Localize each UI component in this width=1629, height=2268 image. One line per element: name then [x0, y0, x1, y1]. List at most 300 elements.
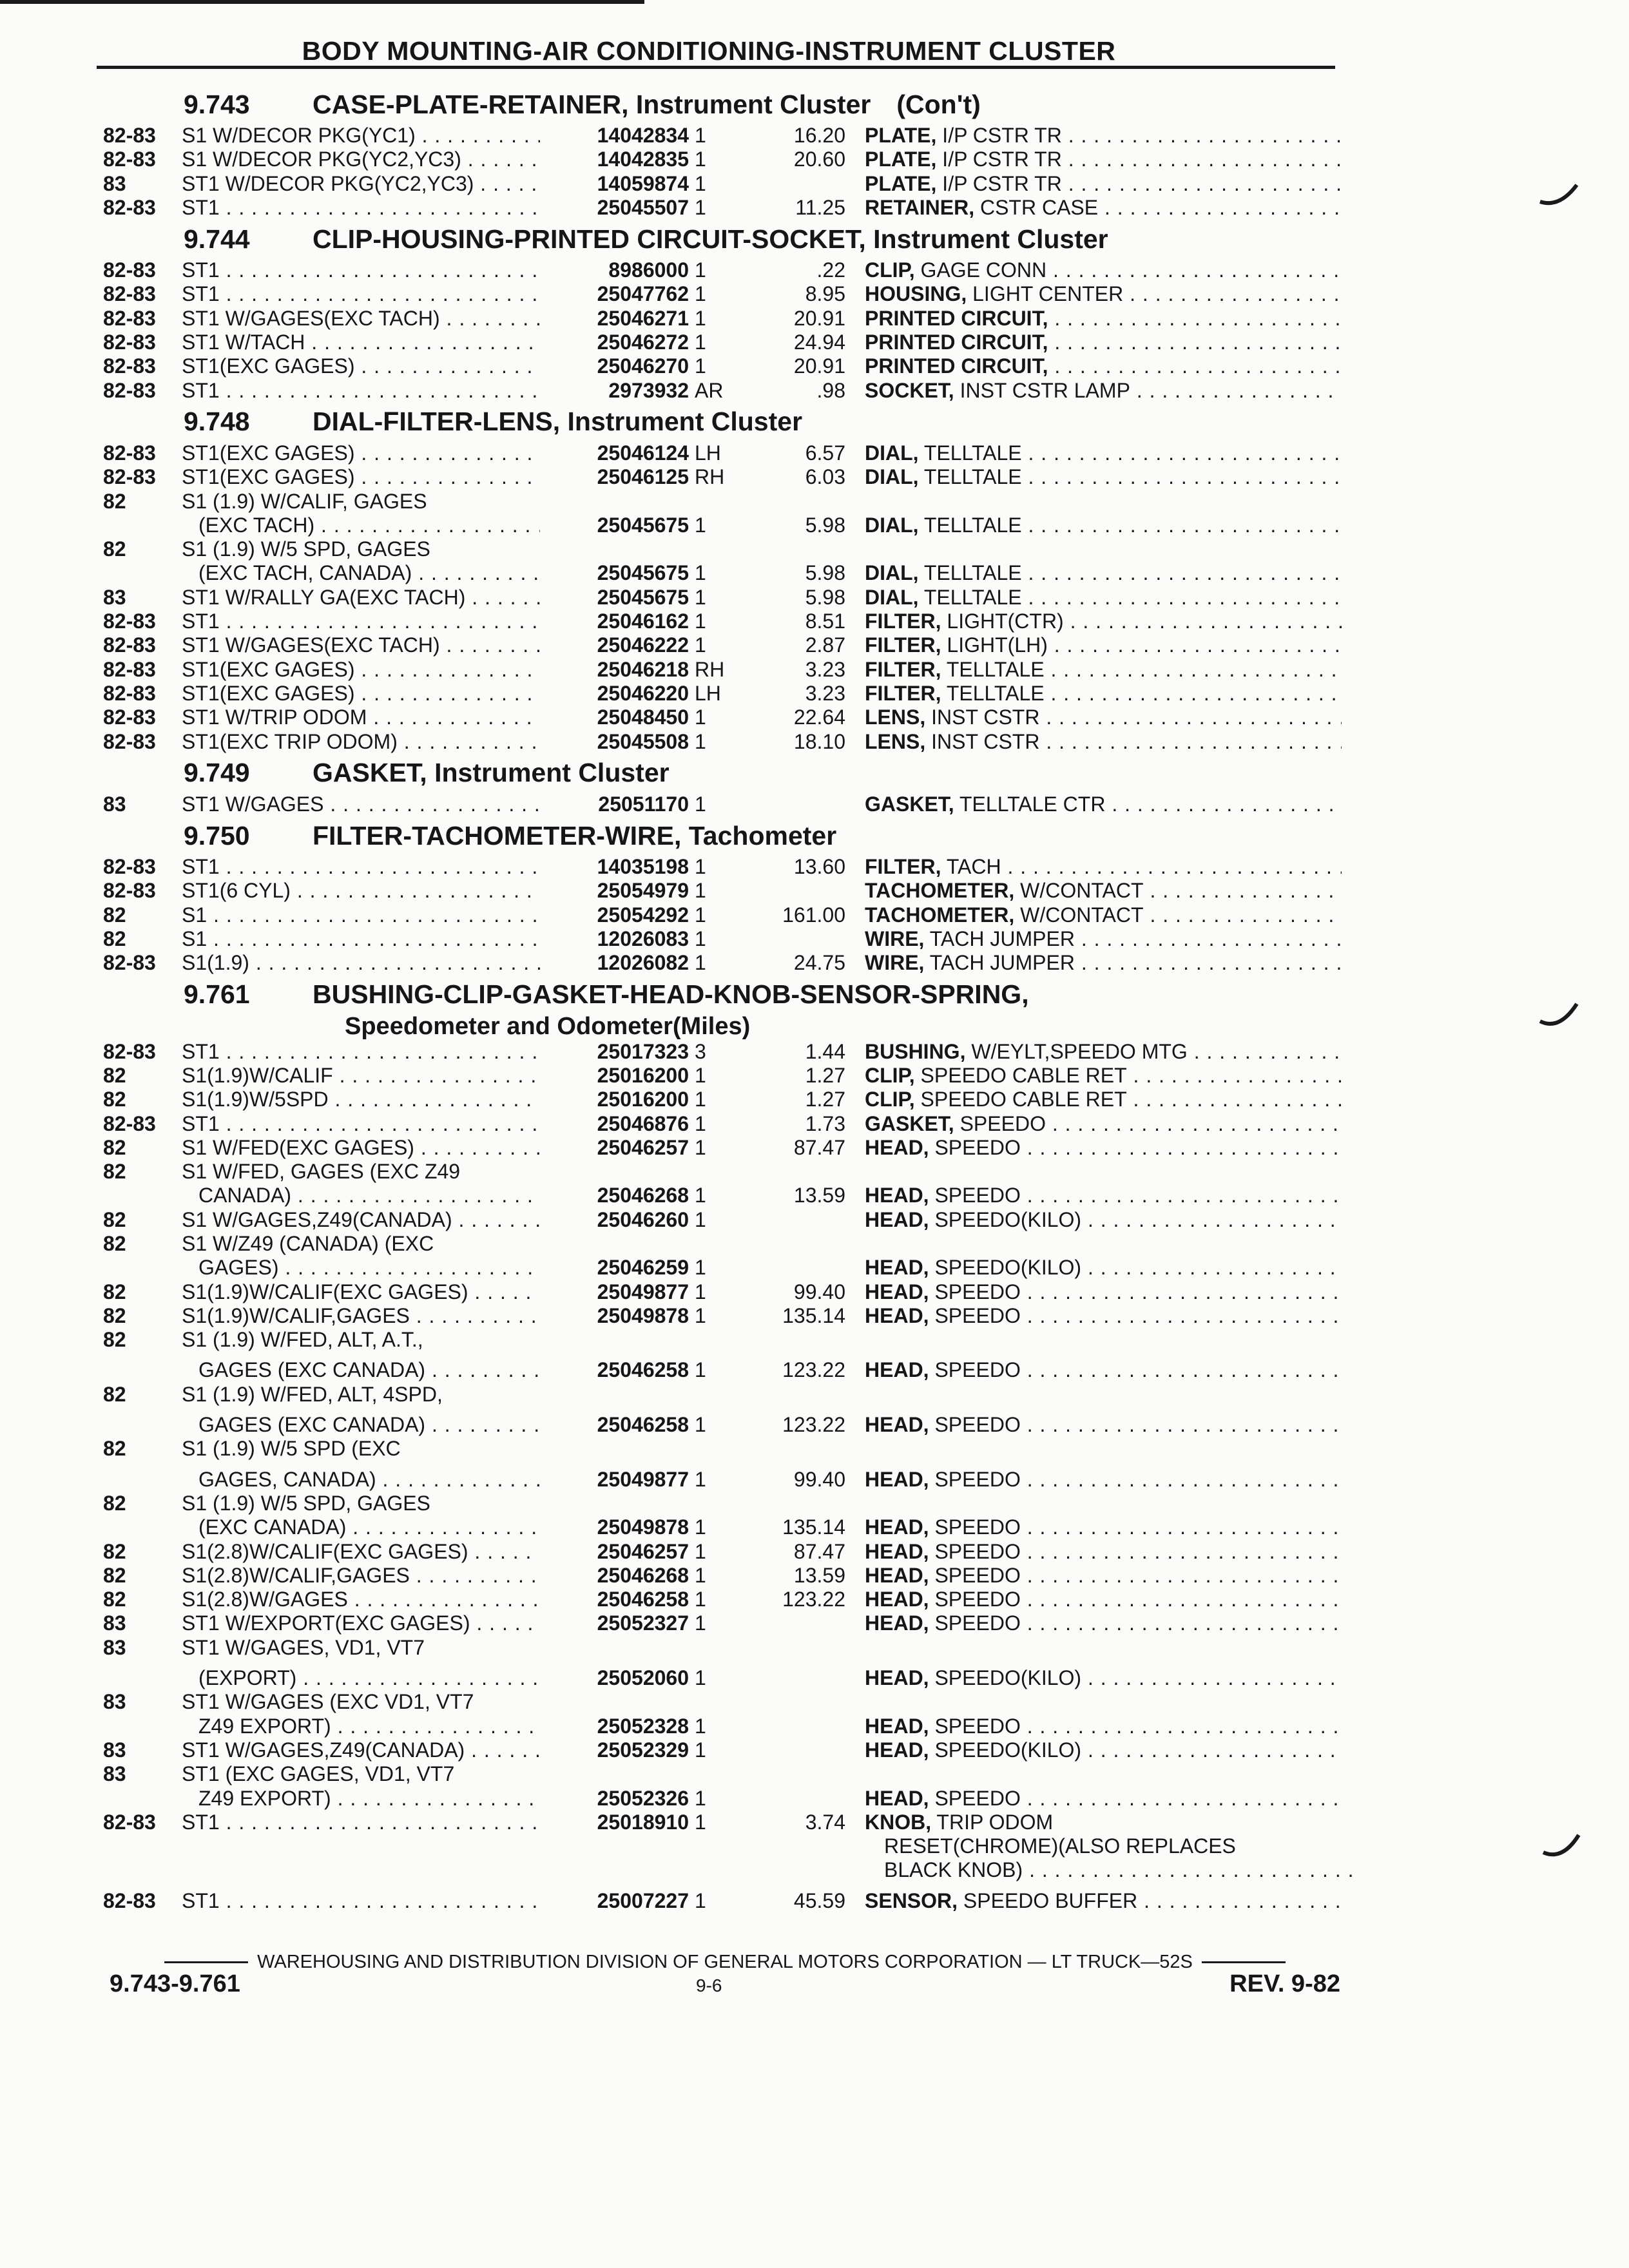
application-description: GAGES) . . . — [198, 1256, 643, 1280]
list-price: 20.91 — [793, 306, 845, 330]
quantity: 1 — [695, 927, 706, 951]
part-name-keyword: DIAL, — [865, 585, 919, 609]
model-year: 82-83 — [103, 195, 156, 219]
part-name — [865, 951, 1342, 975]
part-row — [103, 148, 1340, 171]
part-name-detail: I/P CSTR TR — [936, 171, 1062, 195]
part-name-detail: I/P CSTR TR — [936, 124, 1062, 147]
part-name — [865, 706, 1342, 729]
section-number: 9.750 — [184, 820, 250, 850]
part-name — [865, 1112, 1342, 1136]
quantity: 1 — [695, 855, 706, 879]
part-number: 25046222 — [540, 633, 689, 657]
part-name-detail: SPEEDO(KILO) — [929, 1738, 1082, 1762]
part-row — [103, 586, 1340, 610]
part-name-detail: W/EYLT,SPEEDO MTG — [965, 1039, 1188, 1063]
list-price: 161.00 — [782, 903, 845, 927]
part-row — [103, 1256, 1340, 1280]
margin-check-mark-icon — [1537, 992, 1582, 1037]
part-name — [865, 633, 1342, 657]
quantity: 1 — [695, 513, 706, 537]
model-year: 82-83 — [103, 1888, 156, 1912]
model-year: 82-83 — [103, 681, 156, 705]
part-name — [865, 927, 1342, 951]
part-name-detail: SPEEDO — [929, 1714, 1021, 1738]
section-number: 9.761 — [184, 979, 250, 1010]
list-price: 99.40 — [793, 1280, 845, 1303]
quantity: 1 — [695, 1135, 706, 1159]
section-subtitle: Speedometer and Odometer(Miles) — [345, 1013, 751, 1041]
part-number: 25052326 — [540, 1787, 689, 1811]
model-year: 82 — [103, 1563, 126, 1587]
part-number: 25045675 — [540, 561, 689, 585]
part-name-keyword: HEAD, — [865, 1280, 929, 1303]
list-price: 8.51 — [805, 610, 845, 633]
application-description: ST1 . . . — [182, 1112, 626, 1136]
part-number: 25046257 — [540, 1540, 689, 1564]
part-name-detail: TELLTALE — [918, 561, 1022, 585]
list-price: 16.20 — [793, 124, 845, 147]
application-description: S1(1.9)W/CALIF,GAGES . . . — [182, 1304, 626, 1328]
quantity: 1 — [695, 258, 706, 282]
quantity: 1 — [695, 729, 706, 753]
part-number: 25046876 — [540, 1112, 689, 1136]
part-row — [103, 441, 1340, 465]
part-name-detail: LIGHT CENTER — [967, 282, 1124, 306]
part-name-detail: LIGHT(LH) — [941, 633, 1048, 657]
part-row — [103, 1136, 1340, 1160]
model-year: 82 — [103, 1303, 126, 1327]
part-row — [103, 1858, 1340, 1882]
part-row — [103, 1690, 1340, 1714]
part-name-keyword: PRINTED CIRCUIT, — [865, 331, 1048, 354]
application-description: ST1(6 CYL) . . . — [182, 879, 626, 903]
application-description: GAGES (EXC CANADA) . . . — [198, 1358, 643, 1382]
part-row — [103, 793, 1340, 816]
part-number: 25054292 — [540, 903, 689, 927]
quantity: 1 — [695, 282, 706, 306]
part-number: 25048450 — [540, 706, 689, 729]
part-row — [103, 1280, 1340, 1304]
model-year: 82-83 — [103, 306, 156, 330]
model-year: 82-83 — [103, 633, 156, 657]
part-name-keyword: SOCKET, — [865, 378, 954, 402]
model-year: 82 — [103, 1231, 126, 1255]
model-year: 82-83 — [103, 729, 156, 753]
part-name-keyword: DIAL, — [865, 441, 919, 465]
section-heading — [103, 975, 1340, 1014]
part-name — [865, 730, 1342, 754]
model-year: 82-83 — [103, 855, 156, 879]
section-title: GASKET, Instrument Cluster — [313, 758, 670, 788]
quantity: 1 — [695, 1358, 706, 1382]
section-title: CLIP-HOUSING-PRINTED CIRCUIT-SOCKET, Instrument Cluster — [313, 224, 1108, 254]
part-number: 25017323 — [540, 1040, 689, 1064]
part-name-keyword: HEAD, — [865, 1714, 929, 1738]
part-name-detail: TELLTALE — [918, 513, 1022, 537]
part-name — [865, 1468, 1342, 1492]
part-number: 25046259 — [540, 1256, 689, 1280]
part-row — [103, 706, 1340, 729]
application-description: ST1 W/GAGES(EXC TACH) . . . — [182, 633, 626, 657]
part-number: 14042835 — [540, 148, 689, 171]
application-description: ST1 W/GAGES(EXC TACH) . . . — [182, 307, 626, 331]
part-name-keyword: WIRE, — [865, 951, 925, 975]
part-number: 25007227 — [540, 1889, 689, 1913]
part-name-keyword: FILTER, — [865, 681, 941, 705]
part-name — [865, 282, 1342, 306]
margin-check-mark-icon — [1537, 171, 1582, 216]
section-heading — [103, 816, 1340, 855]
application-description: S1(2.8)W/CALIF(EXC GAGES) . . . — [182, 1540, 626, 1564]
quantity: 3 — [695, 1039, 706, 1063]
part-name — [865, 1184, 1342, 1207]
part-name-detail: SPEEDO CABLE RET — [914, 1088, 1127, 1111]
application-description: S1 W/FED(EXC GAGES) . . . — [182, 1136, 626, 1160]
model-year: 83 — [103, 1635, 126, 1659]
model-year: 83 — [103, 1611, 126, 1635]
part-number: 25046271 — [540, 307, 689, 331]
part-number: 25051170 — [540, 793, 689, 816]
model-year: 83 — [103, 585, 126, 609]
part-row — [103, 1515, 1340, 1539]
part-number: 25045507 — [540, 196, 689, 220]
application-description: S1 . . . — [182, 903, 626, 927]
part-row — [103, 1208, 1340, 1232]
part-row — [103, 1383, 1340, 1407]
top-rule — [0, 0, 644, 4]
list-price: .22 — [816, 258, 845, 282]
application-description: S1 (1.9) W/5 SPD, GAGES — [182, 1491, 430, 1515]
list-price: 20.91 — [793, 354, 845, 378]
part-row — [103, 1611, 1340, 1635]
part-row — [103, 354, 1340, 378]
list-price: 18.10 — [793, 729, 845, 753]
part-row — [103, 927, 1340, 951]
list-price: 123.22 — [782, 1413, 845, 1437]
part-number: 25046162 — [540, 610, 689, 633]
part-name-keyword: DIAL, — [865, 561, 919, 585]
part-name — [865, 258, 1342, 282]
part-name-detail: W/CONTACT — [1014, 879, 1144, 903]
footer-revision: REV. 9-82 — [1229, 1970, 1340, 1997]
model-year: 82-83 — [103, 657, 156, 681]
model-year: 82 — [103, 537, 126, 561]
model-year: 82 — [103, 1588, 126, 1611]
part-number: 25045675 — [540, 514, 689, 537]
part-row — [103, 1738, 1340, 1762]
application-description: ST1 W/GAGES . . . — [182, 793, 626, 816]
part-name-detail: TACH — [941, 855, 1001, 879]
part-name-keyword: HEAD, — [865, 1467, 929, 1491]
part-name — [865, 1064, 1342, 1088]
part-name-detail: INST CSTR — [925, 706, 1040, 729]
list-price: 11.25 — [795, 195, 845, 219]
part-row — [103, 1834, 1340, 1858]
section-heading — [103, 754, 1340, 793]
quantity: 1 — [695, 195, 706, 219]
application-description: GAGES, CANADA) . . . — [198, 1468, 643, 1492]
part-row — [103, 1666, 1340, 1690]
part-name — [865, 1136, 1342, 1160]
model-year: 82 — [103, 1491, 126, 1515]
margin-check-mark-icon — [1540, 1823, 1585, 1869]
part-name-detail: SPEEDO CABLE RET — [914, 1063, 1127, 1087]
part-name-detail: SPEEDO — [929, 1611, 1021, 1635]
quantity: 1 — [695, 1786, 706, 1810]
section-heading — [103, 85, 1340, 124]
model-year: 82-83 — [103, 378, 156, 402]
quantity: 1 — [695, 1810, 706, 1834]
part-row — [103, 1564, 1340, 1588]
part-name-keyword: HOUSING, — [865, 282, 967, 306]
application-description: ST1(EXC TRIP ODOM) . . . — [182, 730, 626, 754]
model-year: 82-83 — [103, 124, 156, 147]
part-name — [865, 586, 1342, 610]
quantity: 1 — [695, 1888, 706, 1912]
quantity: LH — [695, 681, 721, 705]
part-number: 25054979 — [540, 879, 689, 903]
part-name-keyword: PLATE, — [865, 148, 937, 171]
part-row — [103, 1358, 1340, 1382]
application-description: ST1 . . . — [182, 196, 626, 220]
part-row — [103, 172, 1340, 196]
application-description: S1 W/DECOR PKG(YC2,YC3) . . . — [182, 148, 626, 171]
part-name — [865, 1256, 1342, 1280]
quantity: 1 — [695, 1666, 706, 1690]
application-description: S1(1.9) . . . — [182, 951, 626, 975]
list-price: 2.87 — [805, 633, 845, 657]
part-number: 25018910 — [540, 1811, 689, 1834]
part-number: 8986000 — [540, 258, 689, 282]
part-name-keyword: HEAD, — [865, 1515, 929, 1539]
part-number: 25045508 — [540, 730, 689, 754]
application-description: ST1 . . . — [182, 379, 626, 403]
part-name-detail: SPEEDO — [929, 1515, 1021, 1539]
part-name — [865, 1515, 1342, 1539]
part-name — [865, 1564, 1342, 1588]
part-row — [103, 1304, 1340, 1328]
part-row — [103, 1184, 1340, 1207]
list-price: 3.74 — [805, 1810, 845, 1834]
part-name — [865, 465, 1342, 489]
part-name-keyword: GASKET, — [865, 792, 954, 816]
part-name-detail: TELLTALE CTR — [954, 792, 1106, 816]
model-year: 82-83 — [103, 610, 156, 633]
part-number: 25052060 — [540, 1666, 689, 1690]
part-name-keyword: FILTER, — [865, 657, 941, 681]
part-name — [865, 1088, 1342, 1111]
part-name — [865, 1304, 1342, 1328]
quantity: 1 — [695, 1467, 706, 1491]
quantity: 1 — [695, 1563, 706, 1587]
part-name — [865, 1715, 1342, 1738]
part-name-detail: TRIP ODOM — [931, 1810, 1054, 1834]
model-year: 82-83 — [103, 331, 156, 354]
part-number: 25052327 — [540, 1611, 689, 1635]
part-name-keyword: CLIP, — [865, 258, 915, 282]
part-name-keyword: HEAD, — [865, 1135, 929, 1159]
application-description: ST1 . . . — [182, 1889, 626, 1913]
part-number: 25046260 — [540, 1208, 689, 1232]
model-year: 82 — [103, 1063, 126, 1087]
part-name-keyword: HEAD, — [865, 1588, 929, 1611]
application-description: S1 (1.9) W/FED, ALT, A.T., — [182, 1328, 423, 1352]
model-year: 82-83 — [103, 1810, 156, 1834]
section-number: 9.743 — [184, 89, 250, 119]
part-row — [103, 490, 1340, 514]
application-description: ST1 W/RALLY GA(EXC TACH) . . . — [182, 586, 626, 610]
part-row — [103, 282, 1340, 306]
part-name — [865, 514, 1342, 537]
quantity: 1 — [695, 331, 706, 354]
part-name-keyword: HEAD, — [865, 1358, 929, 1382]
model-year: 82-83 — [103, 1039, 156, 1063]
part-name-detail: TELLTALE — [918, 441, 1022, 465]
model-year: 82 — [103, 1160, 126, 1184]
list-price: 1.27 — [805, 1063, 845, 1087]
part-name-keyword: HEAD, — [865, 1738, 929, 1762]
part-row — [103, 1787, 1340, 1811]
part-name — [865, 793, 1342, 816]
part-name-detail: TACH JUMPER — [924, 927, 1075, 951]
page-title: BODY MOUNTING-AIR CONDITIONING-INSTRUMENT CLUSTER — [302, 36, 1116, 66]
part-row — [103, 1540, 1340, 1564]
part-name-detail: GAGE CONN — [914, 258, 1047, 282]
part-name-keyword: FILTER, — [865, 633, 941, 657]
application-description: ST1 . . . — [182, 1811, 626, 1834]
part-name-keyword: PRINTED CIRCUIT, — [865, 306, 1048, 330]
part-name — [865, 379, 1342, 403]
part-name — [884, 1858, 1361, 1882]
list-price: .98 — [816, 378, 845, 402]
part-row — [103, 1112, 1340, 1136]
part-row — [103, 307, 1340, 331]
part-name — [865, 1811, 1342, 1834]
part-name — [865, 1208, 1342, 1232]
quantity: 1 — [695, 1088, 706, 1111]
application-description: S1(2.8)W/CALIF,GAGES . . . — [182, 1564, 626, 1588]
part-name — [865, 441, 1342, 465]
footer-publisher-text: WAREHOUSING AND DISTRIBUTION DIVISION OF GENERAL MOTORS CORPORATION — LT TRUCK—52S — [257, 1951, 1193, 1972]
part-name-detail: W/CONTACT — [1014, 903, 1144, 927]
part-row — [103, 537, 1340, 561]
part-name-detail: TELLTALE — [918, 585, 1022, 609]
quantity: 1 — [695, 706, 706, 729]
part-row — [103, 1437, 1340, 1461]
section-title: BUSHING-CLIP-GASKET-HEAD-KNOB-SENSOR-SPRING, — [313, 979, 1029, 1010]
list-price: 135.14 — [782, 1303, 845, 1327]
part-row — [103, 196, 1340, 220]
part-number: 25046220 — [540, 682, 689, 706]
quantity: 1 — [695, 1539, 706, 1563]
list-price: 1.44 — [805, 1039, 845, 1063]
part-name — [865, 148, 1342, 171]
application-description: ST1 W/GAGES (EXC VD1, VT7 — [182, 1690, 474, 1714]
part-number: 25052328 — [540, 1715, 689, 1738]
model-year: 82-83 — [103, 465, 156, 489]
part-name-keyword: FILTER, — [865, 855, 941, 879]
part-name-detail: SPEEDO — [929, 1135, 1021, 1159]
part-row — [103, 1811, 1340, 1834]
part-name — [865, 331, 1342, 354]
list-price: 24.75 — [793, 951, 845, 975]
list-price: 6.57 — [805, 441, 845, 465]
section-continued-note: (Con't) — [896, 89, 981, 119]
part-name — [865, 903, 1342, 927]
list-price: 5.98 — [805, 585, 845, 609]
quantity: 1 — [695, 1303, 706, 1327]
model-year: 82-83 — [103, 258, 156, 282]
part-name-keyword: GASKET, — [865, 1111, 954, 1135]
quantity: AR — [695, 378, 724, 402]
part-name — [865, 196, 1342, 220]
application-description: ST1 W/TRIP ODOM . . . — [182, 706, 626, 729]
model-year: 82 — [103, 489, 126, 513]
list-price: 3.23 — [805, 681, 845, 705]
section-heading — [103, 403, 1340, 441]
part-row — [103, 1889, 1340, 1913]
model-year: 82 — [103, 927, 126, 951]
part-row — [103, 1715, 1340, 1738]
part-name-detail: SPEEDO — [929, 1563, 1021, 1587]
quantity: 1 — [695, 1738, 706, 1762]
model-year: 83 — [103, 1738, 126, 1762]
part-name-keyword: HEAD, — [865, 1666, 929, 1690]
model-year: 82-83 — [103, 354, 156, 378]
list-price: 45.59 — [793, 1888, 845, 1912]
title-rule — [97, 66, 1335, 69]
list-price: 5.98 — [805, 513, 845, 537]
application-description: CANADA) . . . — [198, 1184, 643, 1207]
quantity: 1 — [695, 903, 706, 927]
part-row — [103, 1468, 1340, 1492]
application-description: S1 . . . — [182, 927, 626, 951]
part-name — [865, 1540, 1342, 1564]
part-name-keyword: HEAD, — [865, 1786, 929, 1810]
part-name-detail: CSTR CASE — [974, 195, 1099, 219]
list-price: 123.22 — [782, 1588, 845, 1611]
list-price: 13.59 — [793, 1184, 845, 1207]
part-row — [103, 1413, 1340, 1437]
part-number: 25049877 — [540, 1280, 689, 1304]
section-title: FILTER-TACHOMETER-WIRE, Tachometer — [313, 820, 837, 850]
model-year: 82 — [103, 1207, 126, 1231]
application-description: S1(2.8)W/GAGES . . . — [182, 1588, 626, 1611]
model-year: 82-83 — [103, 148, 156, 171]
part-row — [103, 561, 1340, 585]
application-description: Z49 EXPORT) . . . — [198, 1787, 643, 1811]
part-name-detail: SPEEDO — [929, 1467, 1021, 1491]
application-description: S1 W/GAGES,Z49(CANADA) . . . — [182, 1208, 626, 1232]
list-price: 87.47 — [793, 1539, 845, 1563]
part-name-keyword: TACHOMETER, — [865, 879, 1015, 903]
part-row — [103, 379, 1340, 403]
part-name-detail: TACH JUMPER — [924, 951, 1075, 975]
application-description: (EXC TACH) . . . — [198, 514, 643, 537]
application-description: ST1(EXC GAGES) . . . — [182, 658, 626, 682]
model-year: 82-83 — [103, 282, 156, 306]
part-name-keyword: HEAD, — [865, 1611, 929, 1635]
model-year: 82 — [103, 1328, 126, 1352]
part-name-detail: SPEEDO — [929, 1413, 1021, 1437]
application-description: ST1 (EXC GAGES, VD1, VT7 — [182, 1762, 455, 1786]
part-row — [103, 1040, 1340, 1064]
part-number: 25046124 — [540, 441, 689, 465]
quantity: 1 — [695, 354, 706, 378]
model-year: 83 — [103, 1762, 126, 1786]
part-number: 25049878 — [540, 1515, 689, 1539]
